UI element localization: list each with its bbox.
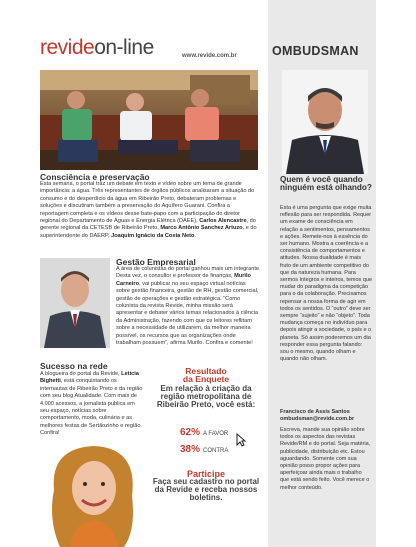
poll-result-contra: 38% CONTRA: [180, 444, 229, 455]
article-title-sucesso: Sucesso na rede: [40, 361, 108, 371]
ombudsman-author-name: Francisco de Assis Santos: [280, 409, 350, 415]
ombudsman-signature: [280, 409, 372, 423]
signup-text: Faça seu cadastro no portal da Revide e receba nossos boletins.: [152, 477, 260, 502]
murilo-carneiro-photo: [40, 258, 110, 348]
ombudsman-email: ombudsman@revide.com.br: [280, 416, 355, 422]
signup-title: Participe: [186, 469, 226, 479]
poll-title: Resultado da Enquete: [182, 366, 230, 385]
article-title-consciencia: Consciência e preservação: [40, 172, 150, 182]
ombudsman-headline: Quem é você quando ninguém está olhando?: [280, 175, 372, 193]
water-debate-photo: [40, 70, 258, 170]
site-url: www.revide.com.br: [182, 53, 237, 59]
ombudsman-column-title: OMBUDSMAN: [272, 44, 359, 58]
revide-online-logo: revideon-line: [40, 36, 154, 59]
article-body-sucesso: A blogueira do portal da Revide, Letícia Bighetti, está conquistando os internautas de Ribeirão Preto e da região com seu blog Atualidade. Com mais de 4.000 acessos, a jornalista publica em seu espaço, notícias sobre comportamento, moda, culinária e as melhores festas de Sertãozinho e região. Confira!: [40, 371, 143, 437]
ombudsman-photo: [282, 70, 368, 174]
ombudsman-body: Esta é uma pergunta que exige muita reflexão para ser respondida. Requer um exame de consciência em relação a sentimentos, pensamentos e ações. Remete-nos à essência do ser humano. Mostra a coerência e a consistência de comportamentos e atitudes. Nossa dualidade é mais fruto de um ambiente competitivo do que da natureza humana. Para sermos íntegros e inteiros, temos que mudar do paradigma da competição para o da colaboração. Precisamos repensar a nossa forma de agir em todos os sentidos. O “outro” deve ser sempre “sujeito” e não “objeto”. Toda mudança começa no indivíduo para depois atingir a sociedade, o país e o planeta. Só assim poderemos um dia responder essa pergunta falando: sou o mesmo, quando olham e quando não olham.: [280, 205, 373, 363]
ombudsman-invitation: Escreva, mande sua opinião sobre todos os aspectos das revistas Revide/RM e do portal. Seja matéria, publicidade, distribuição etc. Estou aguardando. Somente com sua opinião posso propor ações para aperfeiçoar ainda mais o trabalho que está sendo feito. Você merece o melhor conteúdo.: [280, 427, 371, 491]
page-margin: [376, 0, 416, 547]
poll-question: Em relação à criação da região metropolitana de Ribeirão Preto, você está:: [156, 384, 256, 409]
article-body-consciencia: Esta semana, o portal traz um debate em texto e vídeo sobre um tema de grande importância: a água. Três representantes de órgãos públicos analisaram a situação do consumo e do desperdício da água em Ribeirão Preto, debateram problemas e soluções e discutiram também a preservação do Aquífero Guarani. Confira a reportagem completa e os vídeos desse bate-papo com a participação do diretor regional do Departamento de Águas e Energia Elétrica (DAEE), Carlos Alencastre, do gerente regional da CETESB de Ribeirão Preto, Marco Antônio Sanchez Artuzo, e do superintendente do DAERP, Joaquim Ignácio da Costa Neto.: [40, 181, 257, 239]
cursor-arrow-icon: [236, 433, 246, 447]
poll-result-favor: 62% A FAVOR: [180, 427, 229, 438]
article-title-gestao: Gestão Empresarial: [116, 257, 196, 267]
article-body-gestao: A área de colunistas do portal ganhou mais um integrante. Desta vez, o consultor e professor de finanças, Murilo Carneiro, vai publicar no seu espaço virtual notícias sobre gestão financeira, gestão de RH, gestão comercial, gestão de operações e gestão estratégica. “Como colunista da revista Revide, minha missão será apresentar e debater vários temas relacionados à ciência da Administração, fazendo com que os leitores reflitam sobre a necessidade de utilizarem, da melhor maneira possível, os recursos que as organizações onde trabalham possuem”, afirma Murilo. Confira e comente!: [116, 266, 261, 347]
leticia-bighetti-photo: [40, 440, 148, 547]
